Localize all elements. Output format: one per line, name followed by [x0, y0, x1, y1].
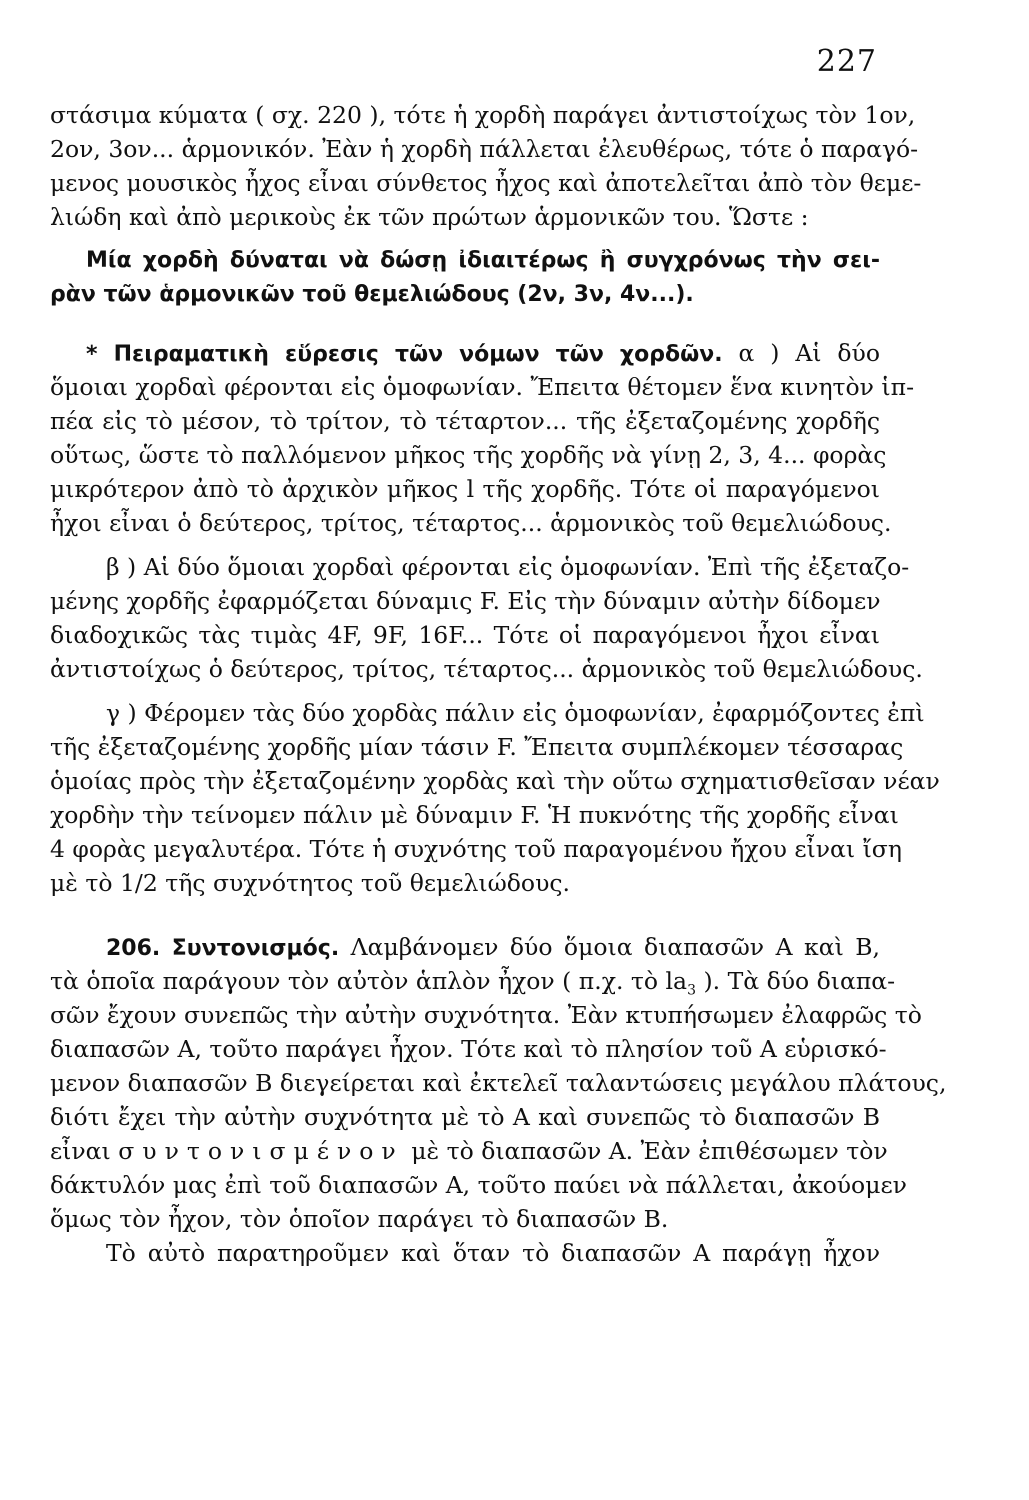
- section-first-line: Λαμβάνομεν δύο ὅμοια διαπασῶν Α καὶ Β,: [350, 933, 880, 961]
- text-line: [50, 336, 880, 370]
- text-line: λιώδη καὶ ἀπὸ μερικοὺς ἐκ τῶν πρώτων ἁρμονικῶν του. Ὥστε :: [50, 203, 809, 231]
- text-line: χορδὴν τὴν τείνομεν πάλιν μὲ δύναμιν F. Ἡ πυκνότης τῆς χορδῆς εἶναι: [50, 801, 899, 829]
- line-fragment: ). Τὰ δύο διαπα-: [695, 967, 896, 995]
- rule-line: ρὰν τῶν ἁρμονικῶν τοῦ θεμελιώδους (2ν, 3ν, 4ν...).: [50, 282, 694, 307]
- text-line: 2ον, 3ον... ἁρμονικόν. Ἐὰν ἡ χορδὴ πάλλεται ἐλευθέρως, τότε ὁ παραγό-: [50, 135, 919, 163]
- text-line: μὲ τὸ 1/2 τῆς συχνότητος τοῦ θεμελιώδους.: [50, 869, 570, 897]
- text-line: [50, 964, 896, 999]
- text-line: μικρότερον ἀπὸ τὸ ἀρχικὸν μῆκος l τῆς χορδῆς. Τότε οἱ παραγόμενοι: [50, 475, 880, 503]
- text-line: πέα εἰς τὸ μέσον, τὸ τρίτον, τὸ τέταρτον... τῆς ἐξεταζομένης χορδῆς: [50, 407, 880, 435]
- text-line: διαδοχικῶς τὰς τιμὰς 4F, 9F, 16F... Τότε οἱ παραγόμενοι ἦχοι εἶναι: [50, 621, 880, 649]
- experiment-gamma: [50, 696, 940, 900]
- experiment-heading: * Πειραματικὴ εὕρεσις τῶν νόμων τῶν χορδῶν.: [86, 342, 723, 367]
- intro-paragraph: [50, 98, 922, 234]
- alpha-label: α ) Αἱ δύο: [738, 339, 880, 367]
- text-line: μένης χορδῆς ἐφαρμόζεται δύναμις F. Εἰς τὴν δύναμιν αὐτὴν δίδομεν: [50, 587, 881, 615]
- text-line: οὕτως, ὥστε τὸ παλλόμενον μῆκος τῆς χορδῆς νὰ γίνῃ 2, 3, 4... φορὰς: [50, 441, 887, 469]
- section-number: 206.: [106, 936, 161, 961]
- experiment-beta: [50, 550, 923, 686]
- emphasized-word: συντονισμένον: [118, 1137, 404, 1165]
- page-number: 227: [816, 44, 877, 79]
- text-line: [50, 1134, 888, 1168]
- text-line: μενον διαπασῶν Β διεγείρεται καὶ ἐκτελεῖ ταλαντώσεις μεγάλου πλάτους,: [50, 1069, 947, 1097]
- line-fragment: μὲ τὸ διαπασῶν Α. Ἐὰν ἐπιθέσωμεν τὸν: [411, 1137, 888, 1165]
- text-line: σῶν ἔχουν συνεπῶς τὴν αὐτὴν συχνότητα. Ἐὰν κτυπήσωμεν ἐλαφρῶς τὸ: [50, 1001, 922, 1029]
- page-body: [50, 98, 947, 1270]
- text-line: ὅμοιαι χορδαὶ φέρονται εἰς ὁμοφωνίαν. Ἔπειτα θέτομεν ἕνα κινητὸν ἱπ-: [50, 373, 915, 401]
- text-line: ὁμοίας πρὸς τὴν ἐξεταζομένην χορδὰς καὶ τὴν οὕτω σχηματισθεῖσαν νέαν: [50, 767, 940, 795]
- experiment-alpha: [50, 336, 915, 540]
- text-line: Τὸ αὐτὸ παρατηροῦμεν καὶ ὅταν τὸ διαπασῶν Α παράγῃ ἦχον: [106, 1239, 880, 1267]
- text-line: διότι ἔχει τὴν αὐτὴν συχνότητα μὲ τὸ Α καὶ συνεπῶς τὸ διαπασῶν Β: [50, 1103, 880, 1131]
- text-line: ἦχοι εἶναι ὁ δεύτερος, τρίτος, τέταρτος... ἁρμονικὸς τοῦ θεμελιώδους.: [50, 509, 892, 537]
- text-line: ἀντιστοίχως ὁ δεύτερος, τρίτος, τέταρτος... ἁρμονικὸς τοῦ θεμελιώδους.: [50, 655, 923, 683]
- text-line: τῆς ἐξεταζομένης χορδῆς μίαν τάσιν F. Ἔπειτα συμπλέκομεν τέσσαρας: [50, 733, 904, 761]
- text-line: μενος μουσικὸς ἦχος εἶναι σύνθετος ἦχος καὶ ἀποτελεῖται ἀπὸ τὸν θεμε-: [50, 169, 922, 197]
- text-line: [50, 930, 880, 964]
- text-line: διαπασῶν Α, τοῦτο παράγει ἦχον. Τότε καὶ τὸ πλησίον τοῦ Α εὑρισκό-: [50, 1035, 887, 1063]
- section-title: Συντονισμός.: [171, 936, 340, 961]
- text-line: δάκτυλόν μας ἐπὶ τοῦ διαπασῶν Α, τοῦτο παύει νὰ πάλλεται, ἀκούομεν: [50, 1171, 907, 1199]
- text-line: β ) Αἱ δύο ὅμοιαι χορδαὶ φέρονται εἰς ὁμοφωνίαν. Ἐπὶ τῆς ἐξεταζο-: [106, 553, 910, 581]
- text-line: 4 φορὰς μεγαλυτέρα. Τότε ἡ συχνότης τοῦ παραγομένου ἤχου εἶναι ἴση: [50, 835, 902, 863]
- section-206: [50, 930, 947, 1270]
- rule-statement: [50, 244, 880, 312]
- line-fragment: εἶναι: [50, 1137, 111, 1165]
- text-line: γ ) Φέρομεν τὰς δύο χορδὰς πάλιν εἰς ὁμοφωνίαν, ἐφαρμόζοντες ἐπὶ: [106, 699, 925, 727]
- text-line: ὅμως τὸν ἦχον, τὸν ὁποῖον παράγει τὸ διαπασῶν Β.: [50, 1205, 669, 1233]
- text-line: στάσιμα κύματα ( σχ. 220 ), τότε ἡ χορδὴ παράγει ἀντιστοίχως τὸν 1ον,: [50, 101, 916, 129]
- rule-line: Μία χορδὴ δύναται νὰ δώσῃ ἰδιαιτέρως ἢ συγχρόνως τὴν σει-: [86, 248, 880, 273]
- line-fragment: τὰ ὁποῖα παράγουν τὸν αὐτὸν ἁπλὸν ἦχον ( π.χ. τὸ la: [50, 967, 688, 995]
- subscript: 3: [687, 982, 696, 999]
